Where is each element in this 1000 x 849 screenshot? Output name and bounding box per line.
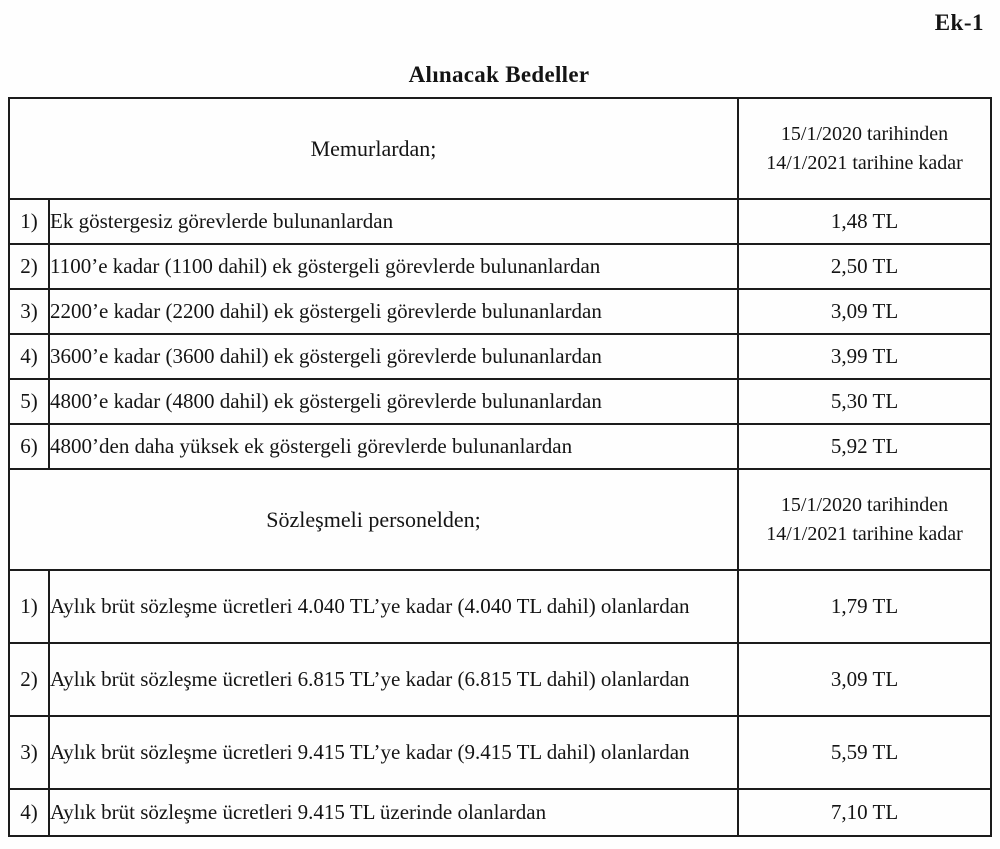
row-description: Aylık brüt sözleşme ücretleri 4.040 TL’ye kadar (4.040 TL dahil) olanlardan [49, 570, 738, 643]
row-description: Aylık brüt sözleşme ücretleri 9.415 TL’ye kadar (9.415 TL dahil) olanlardan [49, 716, 738, 789]
row-value: 1,79 TL [738, 570, 991, 643]
row-value: 3,09 TL [738, 643, 991, 716]
period-cell [738, 98, 991, 199]
table-row [9, 334, 991, 379]
row-description: Ek göstergesiz görevlerde bulunanlardan [49, 199, 738, 244]
row-description: 2200’e kadar (2200 dahil) ek göstergeli görevlerde bulunanlardan [49, 289, 738, 334]
period-text: 15/1/2020 tarihinden 14/1/2021 tarihine kadar [766, 493, 963, 545]
row-value: 2,50 TL [738, 244, 991, 289]
row-number: 3) [9, 289, 49, 334]
row-value: 5,92 TL [738, 424, 991, 469]
row-description: 4800’den daha yüksek ek göstergeli görevlerde bulunanlardan [49, 424, 738, 469]
table-row [9, 379, 991, 424]
section-header-row [9, 469, 991, 570]
section-header-memurlardan: Memurlardan; [9, 98, 738, 199]
table-row [9, 643, 991, 716]
row-number: 5) [9, 379, 49, 424]
row-number: 1) [9, 570, 49, 643]
period-cell [738, 469, 991, 570]
row-number: 6) [9, 424, 49, 469]
table-row [9, 716, 991, 789]
table-row [9, 789, 991, 836]
row-value: 3,99 TL [738, 334, 991, 379]
row-number: 4) [9, 334, 49, 379]
document-title: Alınacak Bedeller [408, 62, 590, 87]
row-number: 3) [9, 716, 49, 789]
row-value: 1,48 TL [738, 199, 991, 244]
table-row [9, 289, 991, 334]
section-header-row [9, 98, 991, 199]
row-description: 4800’e kadar (4800 dahil) ek göstergeli görevlerde bulunanlardan [49, 379, 738, 424]
row-description: Aylık brüt sözleşme ücretleri 9.415 TL üzerinde olanlardan [49, 789, 738, 836]
section-header-sozlesmeli: Sözleşmeli personelden; [9, 469, 738, 570]
table-row [9, 244, 991, 289]
row-value: 3,09 TL [738, 289, 991, 334]
row-description: 1100’e kadar (1100 dahil) ek göstergeli görevlerde bulunanlardan [49, 244, 738, 289]
row-description: 3600’e kadar (3600 dahil) ek göstergeli görevlerde bulunanlardan [49, 334, 738, 379]
row-number: 2) [9, 244, 49, 289]
appendix-label: Ek-1 [934, 10, 984, 35]
row-description: Aylık brüt sözleşme ücretleri 6.815 TL’ye kadar (6.815 TL dahil) olanlardan [49, 643, 738, 716]
period-text: 15/1/2020 tarihinden 14/1/2021 tarihine kadar [766, 122, 963, 174]
row-value: 5,59 TL [738, 716, 991, 789]
table-row [9, 424, 991, 469]
row-number: 1) [9, 199, 49, 244]
row-value: 5,30 TL [738, 379, 991, 424]
row-number: 4) [9, 789, 49, 836]
fees-table [8, 97, 992, 837]
table-row [9, 199, 991, 244]
table-row [9, 570, 991, 643]
row-number: 2) [9, 643, 49, 716]
row-value: 7,10 TL [738, 789, 991, 836]
